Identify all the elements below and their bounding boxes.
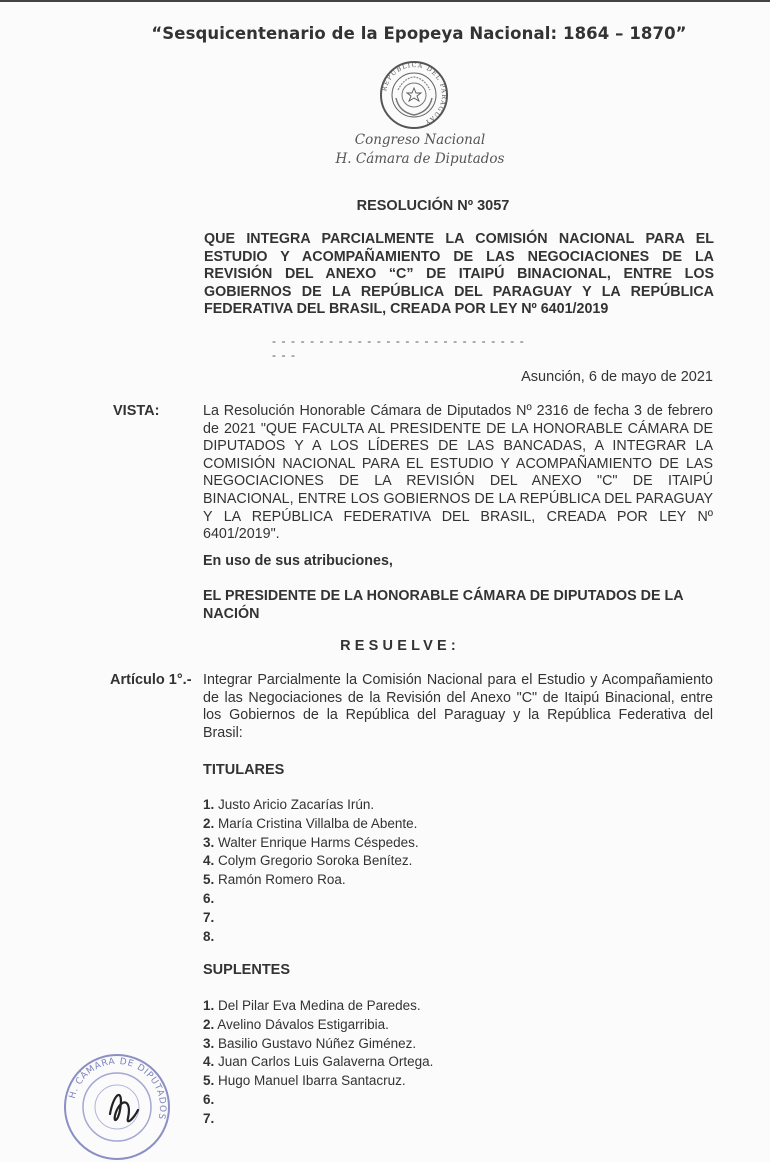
official-stamp-icon — [62, 1052, 172, 1162]
attributions-text: En uso de sus atribuciones, — [203, 553, 393, 569]
suplentes-list — [203, 997, 433, 1129]
motto-header: “Sesquicentenario de la Epopeya Nacional: 1864 – 1870” — [151, 24, 687, 43]
article-1-label: Artículo 1°.- — [110, 672, 192, 688]
authority-text: EL PRESIDENTE DE LA HONORABLE CÁMARA DE DIPUTADOS DE LA NACIÓN — [203, 588, 684, 622]
suplentes-heading: SUPLENTES — [203, 962, 291, 978]
list-item: 4. Colym Gregorio Soroka Benítez. — [203, 853, 413, 869]
article-1-text: Integrar Parcialmente la Comisión Nacional para el Estudio y Acompañamiento de las Negociaciones de la Revisión del Anexo "C" de Itaipú Binacional, entre los Gobiernos de la República del Paraguay y la República Federativa del Brasil: — [203, 672, 713, 741]
list-item: 6. — [203, 890, 215, 906]
resolution-number: RESOLUCIÓN Nº 3057 — [356, 198, 510, 214]
list-item: 1. Justo Aricio Zacarías Irún. — [203, 797, 375, 812]
stamp-text: H. CÁMARA DE DIPUTADOS — [67, 1056, 168, 1121]
vista-text: La Resolución Honorable Cámara de Diputados Nº 2316 de fecha 3 de febrero de 2021 "QUE FACULTA AL PRESIDENTE DE LA HONORABLE CÁMARA DE DIPUTADOS Y A LOS LÍDERES DE LAS BANCADAS, A INTEGRAR LA COMISIÓN NACIONAL PARA EL ESTUDIO Y ACOMPAÑAMIENTO DE LAS NEGOCIACIONES DE LA REVISIÓN DEL ANEXO "C" DE ITAIPÚ BINACIONAL, ENTRE LOS GOBIERNOS DE LA REPÚBLICA DEL PARAGUAY Y LA REPÚBLICA FEDERATIVA DEL BRASIL, CREADA POR LEY Nº 6401/2019". — [203, 403, 713, 543]
list-item: 6. — [203, 1091, 215, 1107]
institution-name — [320, 131, 520, 169]
resuelve-heading: RESUELVE: — [340, 638, 460, 654]
list-item: 1. Del Pilar Eva Medina de Paredes. — [203, 998, 421, 1013]
list-item: 5. Ramón Romero Roa. — [203, 872, 346, 888]
separator-line: - - - - - - - - - - - - - - - - - - - - - - - - - - - - - - — [272, 334, 525, 362]
titulares-heading: TITULARES — [203, 762, 285, 778]
list-item: 2. María Cristina Villalba de Abente. — [203, 815, 418, 831]
national-seal-icon — [379, 60, 449, 130]
signature-icon — [110, 1095, 138, 1121]
list-item: 3. Basilio Gustavo Núñez Giménez. — [203, 1035, 417, 1051]
titulares-list — [203, 796, 419, 946]
list-item: 2. Avelino Dávalos Estigarribia. — [203, 1016, 389, 1032]
institution-line-2: H. Cámara de Diputados — [335, 151, 505, 167]
list-item: 5. Hugo Manuel Ibarra Santacruz. — [203, 1073, 406, 1089]
seal-text: REPÚBLICA DEL PARAGUAY — [381, 61, 448, 126]
list-item: 8. — [203, 928, 215, 944]
list-item: 4. Juan Carlos Luis Galaverna Ortega. — [203, 1054, 434, 1070]
list-item: 3. Walter Enrique Harms Céspedes. — [203, 834, 419, 850]
resolution-title: QUE INTEGRA PARCIALMENTE LA COMISIÓN NACIONAL PARA EL ESTUDIO Y ACOMPAÑAMIENTO DE LAS NEGOCIACIONES DE LA REVISIÓN DEL ANEXO “C” DE ITAIPÚ BINACIONAL, ENTRE LOS GOBIERNOS DE LA REPÚBLICA DEL PARAGUAY Y LA REPÚBLICA FEDERATIVA DEL BRASIL, CREADA POR LEY Nº 6401/2019 — [204, 231, 714, 317]
top-border — [0, 0, 770, 2]
document-date: Asunción, 6 de mayo de 2021 — [521, 369, 713, 385]
list-item: 7. — [203, 909, 215, 925]
institution-line-1: Congreso Nacional — [354, 132, 486, 148]
list-item: 7. — [203, 1110, 215, 1126]
vista-label: VISTA: — [113, 403, 160, 419]
